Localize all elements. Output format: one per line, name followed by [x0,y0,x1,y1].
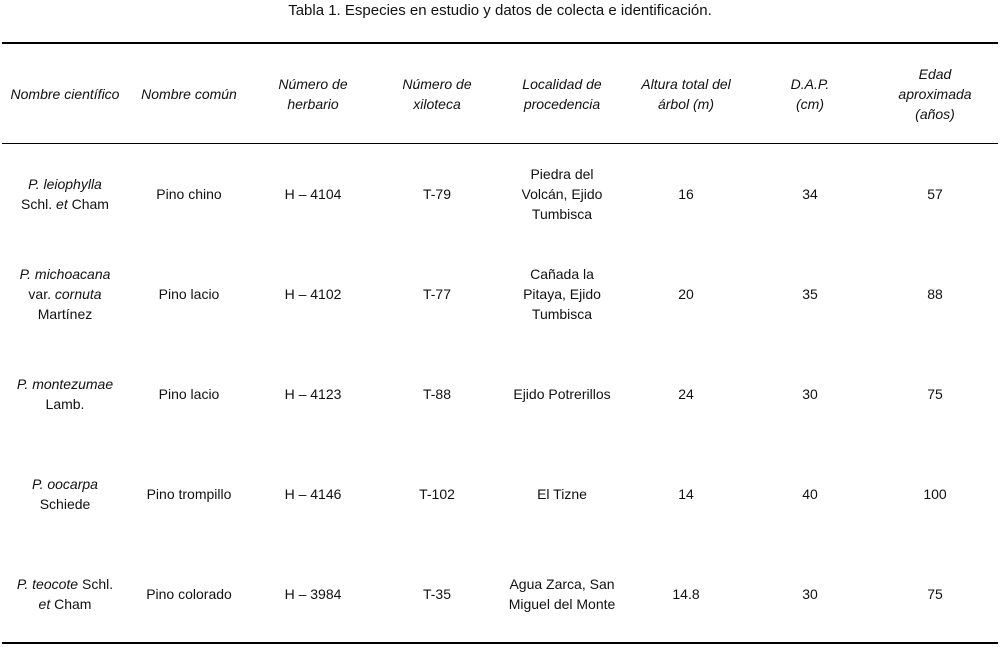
table-row-4-locality: El Tizne [537,486,587,502]
table-row-2-herbarium: H – 4102 [284,286,342,302]
table-caption: Tabla 1. Especies en estudio y datos de colecta e identificación. [288,2,712,19]
header-scientific-name: Nombre científico [10,86,120,102]
header-approx-age: Edad aproximada (años) [898,66,972,122]
table-row-5-dap: 30 [802,586,818,602]
header-locality: Localidad de procedencia [522,76,602,112]
species-name: P. montezumae [16,376,114,392]
table-row-2-common-name: Pino lacio [158,286,220,302]
table-row-4-xiloteca: T-102 [419,486,455,502]
table-row-3-herbarium: H – 4123 [284,386,342,402]
table-row-1-dap: 34 [802,186,818,202]
authority: Lamb. [45,396,85,412]
variety-prefix: var. [28,286,51,302]
authority: Schiede [39,496,91,512]
table-row-3-dap: 30 [802,386,818,402]
table-row-1-height: 16 [678,186,694,202]
table-row-5-locality: Agua Zarca, San Miguel del Monte [508,576,616,612]
variety-name: cornuta [54,286,102,302]
header-common-name: Nombre común [141,86,237,102]
header-total-height: Altura total del árbol (m) [641,76,731,112]
table-row-2-locality: Cañada la Pitaya, Ejido Tumbisca [523,266,601,322]
header-dap: D.A.P. (cm) [790,76,830,112]
species-name: P. oocarpa [32,476,98,492]
table-row-3-scientific-name [5,374,125,414]
table-row-3-common-name: Pino lacio [158,386,220,402]
table-row-4-height: 14 [678,486,694,502]
table-row-1-locality: Piedra del Volcán, Ejido Tumbisca [521,166,603,222]
authority: Cham [54,596,92,612]
table-row-2-xiloteca: T-77 [422,286,451,302]
header-rule [2,143,998,144]
table-row-3-xiloteca: T-88 [422,386,451,402]
table-row-1-herbarium: H – 4104 [284,186,342,202]
table-row-5-xiloteca: T-35 [422,586,451,602]
table-row-4-age: 100 [923,486,947,502]
table-row-4-common-name: Pino trompillo [146,486,232,502]
header-xiloteca-number: Número de xiloteca [402,76,472,112]
table-row-2-age: 88 [927,286,943,302]
table-row-1-age: 57 [927,186,943,202]
table-row-5-age: 75 [927,586,943,602]
table-row-3-age: 75 [927,386,943,402]
table-row-5-common-name: Pino colorado [146,586,232,602]
species-name: P. teocote [16,576,79,592]
table-row-5-herbarium: H – 3984 [284,586,342,602]
authority-connector: et [56,196,68,212]
table-row-4-dap: 40 [802,486,818,502]
table-row-1-scientific-name [5,174,125,214]
table-row-2-height: 20 [678,286,694,302]
table-row-2-scientific-name [5,264,125,324]
table-row-2-dap: 35 [802,286,818,302]
table-row-1-common-name: Pino chino [156,186,222,202]
authority: Schl. [82,576,114,592]
table-row-1-xiloteca: T-79 [422,186,451,202]
table-row-3-locality: Ejido Potrerillos [513,386,611,402]
authority: Schl. [21,196,53,212]
authority: Cham [71,196,109,212]
table-row-5-scientific-name [5,574,125,614]
authority-connector: et [38,596,51,612]
table-row-4-herbarium: H – 4146 [284,486,342,502]
table-row-4-scientific-name [5,474,125,514]
table-row-5-height: 14.8 [672,586,700,602]
table-row-3-height: 24 [678,386,694,402]
header-herbarium-number: Número de herbario [278,76,348,112]
bottom-rule [2,642,998,644]
authority: Martínez [37,306,93,322]
species-name: P. leiophylla [28,176,102,192]
top-rule [2,42,998,44]
species-name: P. michoacana [19,266,111,282]
